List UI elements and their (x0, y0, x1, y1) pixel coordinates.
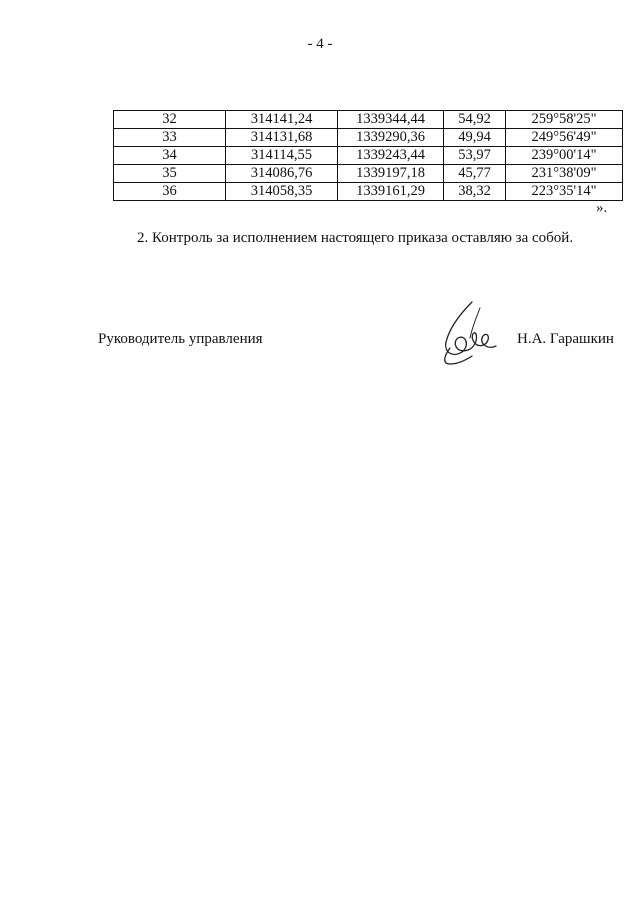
y-coordinate-cell: 1339161,29 (338, 183, 444, 201)
table-row (114, 111, 623, 129)
angle-cell: 239°00'14" (506, 147, 623, 165)
page-number: - 4 - (307, 36, 333, 52)
order-item-2: 2. Контроль за исполнением настоящего приказа оставляю за собой. (137, 230, 574, 246)
point-number-cell: 33 (114, 129, 226, 147)
point-number-cell: 36 (114, 183, 226, 201)
angle-cell: 231°38'09" (506, 165, 623, 183)
distance-cell: 49,94 (444, 129, 506, 147)
signer-position: Руководитель управления (98, 331, 263, 347)
y-coordinate-cell: 1339290,36 (338, 129, 444, 147)
closing-quote: ». (596, 200, 608, 216)
table-row (114, 129, 623, 147)
x-coordinate-cell: 314141,24 (226, 111, 338, 129)
table-row (114, 165, 623, 183)
point-number-cell: 32 (114, 111, 226, 129)
distance-cell: 53,97 (444, 147, 506, 165)
point-number-cell: 34 (114, 147, 226, 165)
angle-cell: 259°58'25" (506, 111, 623, 129)
x-coordinate-cell: 314058,35 (226, 183, 338, 201)
distance-cell: 54,92 (444, 111, 506, 129)
handwritten-signature (432, 298, 502, 368)
distance-cell: 38,32 (444, 183, 506, 201)
table-row (114, 147, 623, 165)
x-coordinate-cell: 314086,76 (226, 165, 338, 183)
angle-cell: 223°35'14" (506, 183, 623, 201)
y-coordinate-cell: 1339243,44 (338, 147, 444, 165)
y-coordinate-cell: 1339344,44 (338, 111, 444, 129)
angle-cell: 249°56'49" (506, 129, 623, 147)
x-coordinate-cell: 314114,55 (226, 147, 338, 165)
coordinates-table (113, 110, 623, 201)
y-coordinate-cell: 1339197,18 (338, 165, 444, 183)
distance-cell: 45,77 (444, 165, 506, 183)
point-number-cell: 35 (114, 165, 226, 183)
table-row (114, 183, 623, 201)
x-coordinate-cell: 314131,68 (226, 129, 338, 147)
signer-name: Н.А. Гарашкин (517, 331, 614, 347)
